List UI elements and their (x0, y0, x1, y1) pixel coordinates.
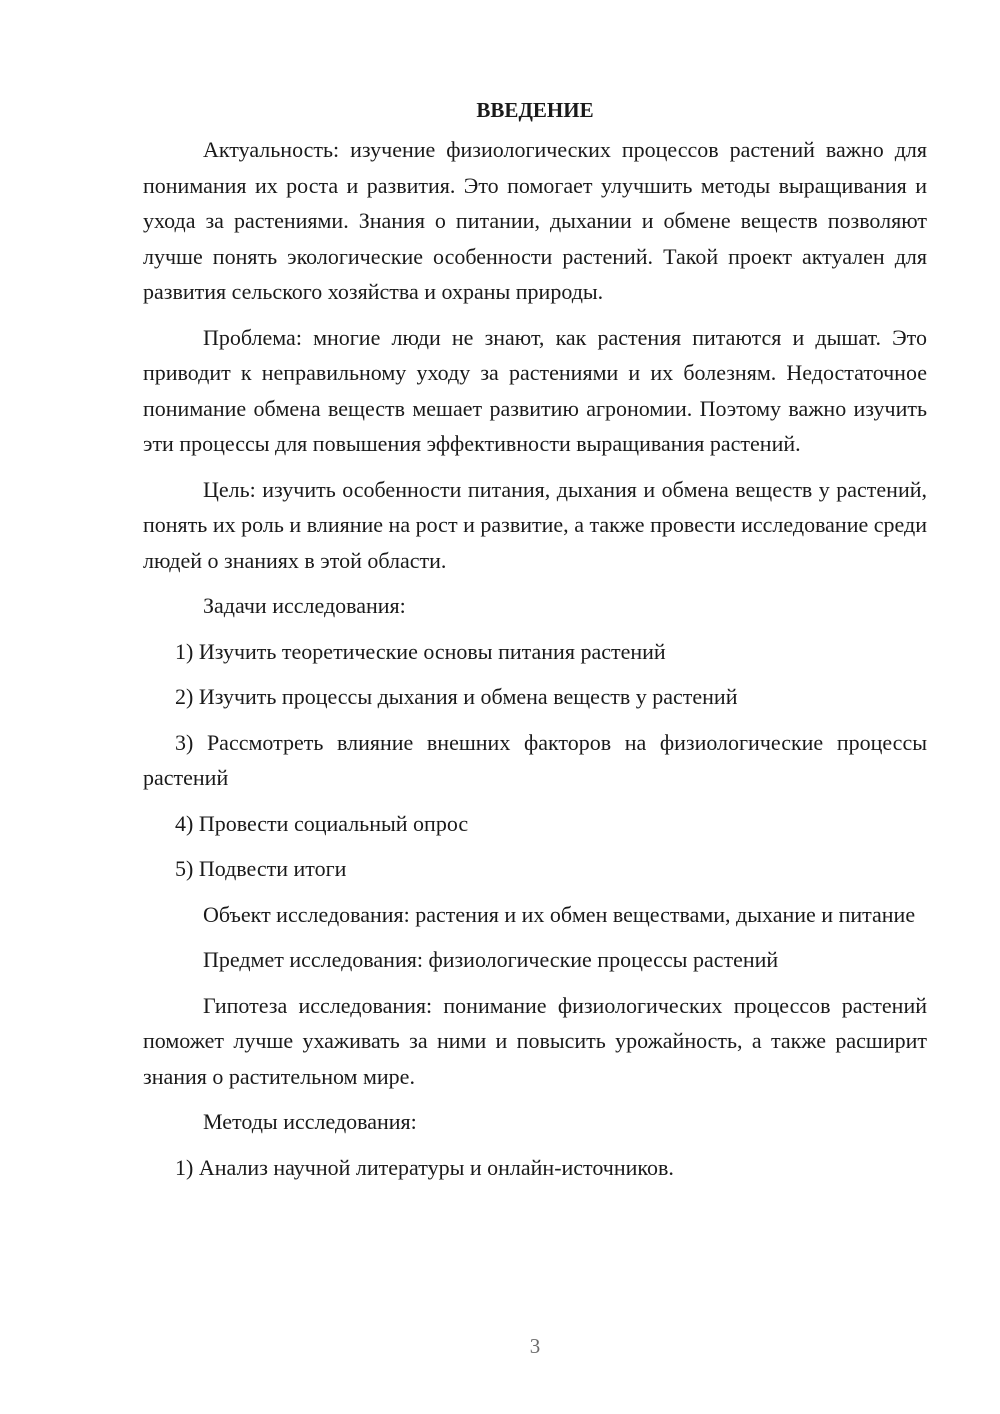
paragraph-hypothesis: Гипотеза исследования: понимание физиологических процессов растений поможет лучше ухаживать за ними и повысить урожайность, а также расширит знания о растительном мире. (143, 992, 927, 1089)
paragraph-goal: Цель: изучить особенности питания, дыхания и обмена веществ у растений, понять их роль и влияние на рост и развитие, а также провести исследование среди людей о знаниях в этой области. (143, 476, 927, 573)
methods-heading: Методы исследования: (203, 1109, 417, 1134)
method-item-1: 1) Анализ научной литературы и онлайн-источников. (175, 1154, 674, 1180)
task-item-1: 1) Изучить теоретические основы питания растений (175, 638, 666, 664)
tasks-heading: Задачи исследования: (203, 593, 406, 618)
task-item-4: 4) Провести социальный опрос (175, 810, 469, 836)
task-item-2: 2) Изучить процессы дыхания и обмена веществ у растений (175, 684, 738, 709)
page-number: 3 (529, 1334, 541, 1358)
task-item-5: 5) Подвести итоги (175, 856, 347, 881)
document-page (143, 92, 927, 1195)
page-title: ВВЕДЕНИЕ (476, 98, 594, 122)
paragraph-object: Объект исследования: растения и их обмен веществами, дыхание и питание (203, 901, 916, 927)
paragraph-problem: Проблема: многие люди не знают, как растения питаются и дышат. Это приводит к неправильному уходу за растениями и их болезням. Недостаточное понимание обмена веществ мешает развитию агрономии. Поэтому важно изучить эти процессы для повышения эффективности выращивания растений. (143, 324, 927, 456)
paragraph-relevance: Актуальность: изучение физиологических процессов растений важно для понимания их роста и развития. Это помогает улучшить методы выращивания и ухода за растениями. Знания о питании, дыхании и обмене веществ позволяют лучше понять экологические особенности растений. Такой проект актуален для развития сельского хозяйства и охраны природы. (143, 137, 927, 304)
task-item-3: 3) Рассмотреть влияние внешних факторов на физиологические процессы растений (143, 729, 927, 790)
paragraph-subject: Предмет исследования: физиологические процессы растений (203, 947, 779, 972)
